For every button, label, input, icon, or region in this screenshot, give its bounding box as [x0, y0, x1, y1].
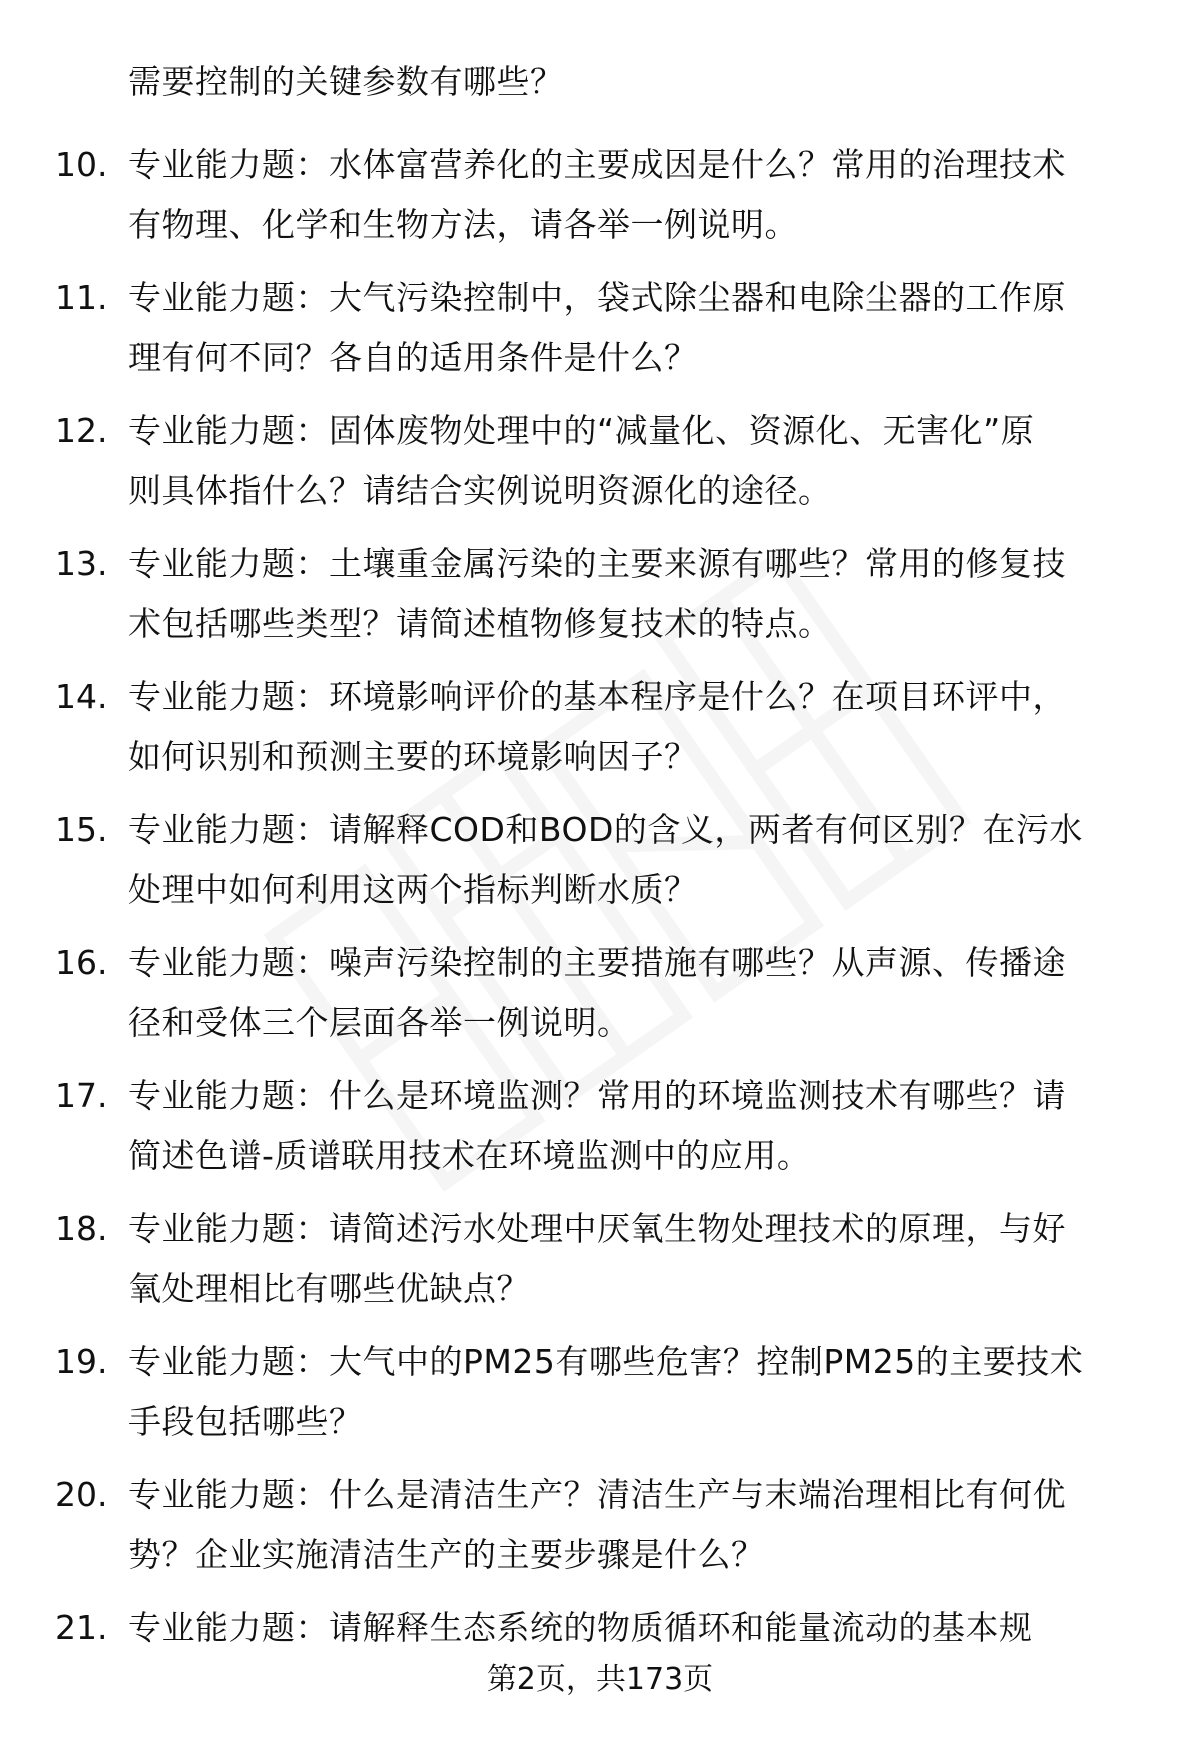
- question-number: 12.: [55, 411, 108, 450]
- question-line: 专业能力题：请解释COD和BOD的含义，两者有何区别？在污水: [128, 810, 1083, 849]
- question-line: 专业能力题：请解释生态系统的物质循环和能量流动的基本规: [128, 1608, 1033, 1647]
- page-footer: 第2页，共173页: [486, 1662, 714, 1697]
- question-number: 11.: [55, 278, 108, 317]
- question-item-10: [0, 135, 1200, 268]
- question-text: [128, 1066, 1178, 1186]
- question-number: 13.: [55, 544, 108, 583]
- question-item-13: [0, 534, 1200, 667]
- question-line: 氧处理相比有哪些优缺点？: [128, 1269, 530, 1308]
- question-text: [128, 1598, 1178, 1658]
- question-item-17: [0, 1066, 1200, 1199]
- question-number: 16.: [55, 943, 108, 982]
- question-text: [128, 667, 1178, 787]
- question-number: 19.: [55, 1342, 108, 1381]
- question-item-16: [0, 933, 1200, 1066]
- question-number: 17.: [55, 1076, 108, 1115]
- question-text: [128, 933, 1178, 1053]
- question-number: 10.: [55, 145, 108, 184]
- question-text: [128, 1199, 1178, 1319]
- question-number: 20.: [55, 1475, 108, 1514]
- question-line: 专业能力题：土壤重金属污染的主要来源有哪些？常用的修复技: [128, 544, 1066, 583]
- question-line: 专业能力题：大气中的PM25有哪些危害？控制PM25的主要技术: [128, 1342, 1084, 1381]
- question-list: [0, 135, 1200, 1731]
- question-line: 简述色谱-质谱联用技术在环境监测中的应用。: [128, 1136, 811, 1175]
- question-item-19: [0, 1332, 1200, 1465]
- question-text: [128, 534, 1178, 654]
- question-item-12: [0, 401, 1200, 534]
- question-line: 专业能力题：大气污染控制中，袋式除尘器和电除尘器的工作原: [128, 278, 1066, 317]
- question-line: 专业能力题：水体富营养化的主要成因是什么？常用的治理技术: [128, 145, 1066, 184]
- question-text: [128, 268, 1178, 388]
- question-text: [128, 800, 1178, 920]
- question-item-11: [0, 268, 1200, 401]
- question-number: 18.: [55, 1209, 108, 1248]
- question-line: 如何识别和预测主要的环境影响因子？: [128, 737, 698, 776]
- question-line: 专业能力题：固体废物处理中的“减量化、资源化、无害化”原: [128, 411, 1035, 450]
- question-text: [128, 401, 1178, 521]
- question-line: 则具体指什么？请结合实例说明资源化的途径。: [128, 471, 832, 510]
- question-item-18: [0, 1199, 1200, 1332]
- question-item-15: [0, 800, 1200, 933]
- question-line: 专业能力题：请简述污水处理中厌氧生物处理技术的原理，与好: [128, 1209, 1066, 1248]
- question-line: 理有何不同？各自的适用条件是什么？: [128, 338, 698, 377]
- question-number: 21.: [55, 1608, 108, 1647]
- question-line: 专业能力题：什么是环境监测？常用的环境监测技术有哪些？请: [128, 1076, 1066, 1115]
- question-number: 15.: [55, 810, 108, 849]
- question-line: 有物理、化学和生物方法，请各举一例说明。: [128, 205, 798, 244]
- question-line: 势？企业实施清洁生产的主要步骤是什么？: [128, 1535, 765, 1574]
- question-line: 径和受体三个层面各举一例说明。: [128, 1003, 631, 1042]
- question-item-14: [0, 667, 1200, 800]
- question-line: 专业能力题：什么是清洁生产？清洁生产与末端治理相比有何优: [128, 1475, 1066, 1514]
- question-line: 处理中如何利用这两个指标判断水质？: [128, 870, 698, 909]
- question-line: 专业能力题：噪声污染控制的主要措施有哪些？从声源、传播途: [128, 943, 1066, 982]
- continued-question-text: 需要控制的关键参数有哪些？: [128, 62, 564, 101]
- question-number: 14.: [55, 677, 108, 716]
- question-line: 手段包括哪些？: [128, 1402, 363, 1441]
- question-item-20: [0, 1465, 1200, 1598]
- question-text: [128, 1465, 1178, 1585]
- question-line: 专业能力题：环境影响评价的基本程序是什么？在项目环评中，: [128, 677, 1066, 716]
- question-text: [128, 135, 1178, 255]
- question-line: 术包括哪些类型？请简述植物修复技术的特点。: [128, 604, 832, 643]
- question-text: [128, 1332, 1178, 1452]
